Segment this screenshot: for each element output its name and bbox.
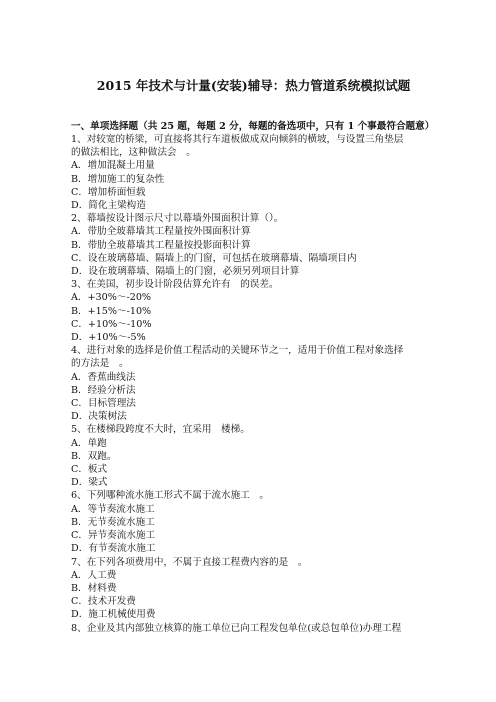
text-line: 8、企业及其内部独立核算的施工单位已向工程发包单位(或总包单位)办理工程 [71,622,402,634]
text-line: 7、在下列各项费用中，不属于直接工程费内容的是 。 [71,556,308,568]
text-line: A．带肋全玻幕墙其工程量按外围面积计算 [71,226,251,238]
text-line: 2、幕墙按设计图示尺寸以幕墙外围面积计算（）。 [71,213,284,225]
text-line: C．板式 [71,464,108,476]
text-line: B．材料费 [71,582,117,594]
text-line: B．增加施工的复杂性 [71,173,165,185]
document-title: 2015 年技术与计量(安装)辅导：热力管道系统模拟试题 [96,78,411,93]
text-line: A．等节奏流水施工 [71,503,155,515]
text-line: 6、下列哪种流水施工形式不属于流水施工 。 [71,490,269,502]
text-line: B．经验分析法 [71,384,136,396]
text-line: 4、进行对象的选择是价值工程活动的关键环节之一，适用于价值工程对象选择 [71,345,404,357]
text-line: C．+10%～-10% [71,318,152,330]
text-line: A．增加混凝土用量 [71,160,155,172]
text-line: C．增加桥面恒载 [71,186,146,198]
text-line: C．异节奏流水施工 [71,530,156,542]
text-line: D．设在玻璃幕墙、隔墙上的门窗，必须另列项目计算 [71,266,300,278]
text-line: D．梁式 [71,477,108,489]
text-line: B．双跑。 [71,450,117,462]
text-line: B．无节奏流水施工 [71,516,155,528]
text-line: D．+10%～-5% [71,332,146,344]
text-line: C．设在玻璃幕墙、隔墙上的门窗，可包括在玻璃幕墙、隔墙项目内 [71,252,357,264]
text-line: A．香蕉曲线法 [71,371,136,383]
text-line: A．人工费 [71,569,117,581]
text-line: 的做法相比，这种做法会 。 [71,147,196,159]
text-line: A．单跑 [71,437,107,449]
text-line: C．技术开发费 [71,596,136,608]
text-line: C．目标管理法 [71,398,136,410]
question-list [71,133,436,635]
text-line: 3、在美国，初步设计阶段估算允许有 的误差。 [71,279,279,291]
text-line: A．+30%～-20% [71,292,152,304]
text-line: 1、对较宽的桥梁，可直接将其行车道板做成双向倾斜的横坡，与设置三角垫层 [71,134,404,145]
text-line: D．决策树法 [71,411,127,423]
text-line: 5、在楼梯段跨度不大时，宜采用 楼梯。 [71,424,250,436]
text-line: B．带肋全玻幕墙其工程量按投影面积计算 [71,239,251,251]
text-line: B．+15%～-10% [71,305,152,317]
section-heading: 一、单项选择题（共 25 题，每题 2 分，每题的备选项中，只有 1 个事最符合题意） [71,121,435,132]
text-line: D．施工机械使用费 [71,609,156,621]
text-line: 的方法是 。 [71,358,129,370]
text-line: D．有节奏流水施工 [71,543,156,555]
text-line: D．简化主梁构造 [71,200,146,212]
